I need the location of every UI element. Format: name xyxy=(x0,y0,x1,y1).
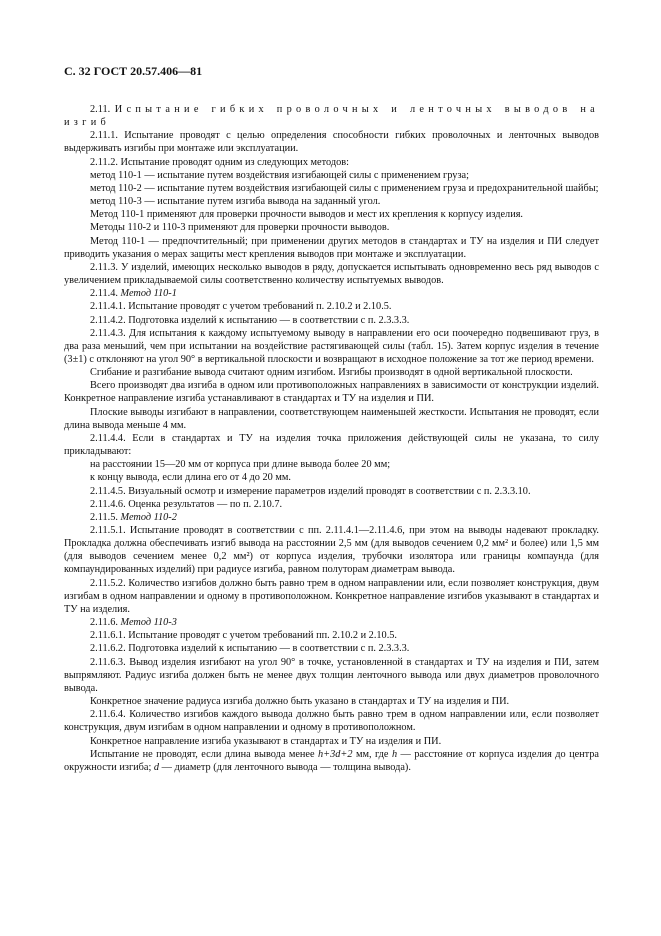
paragraph: Конкретное значение радиуса изгиба должно быть указано в стандартах и ТУ на изделия и ПИ. xyxy=(90,696,510,708)
text-run: — диаметр (для ленточного вывода — толщина вывода). xyxy=(159,761,411,773)
subsection-heading xyxy=(64,616,599,629)
paragraph: Всего производят два изгиба в одном или противоположных направлениях в зависимости от конструкции изделий. Конкретное направление изгиба устанавливают в стандартах и ТУ на изделия и ПИ. xyxy=(64,380,599,405)
variable-d: d xyxy=(153,761,160,773)
subsection-heading xyxy=(64,287,599,300)
paragraph: 2.11.5.2. Количество изгибов должно быть равно трем в одном направлении или, если позволяет конструкция, двум изгибам в одном направлении и одному в противоположном. Конкретное направление изгибов указывают в стандартах и ТУ на изделия. xyxy=(64,577,599,615)
list-item: метод 110-3 — испытание путем изгиба вывода на заданный угол. xyxy=(90,196,381,208)
paragraph: 2.11.4.5. Визуальный осмотр и измерение параметров изделий проводят в соответствии с п. 2.3.3.10. xyxy=(90,485,531,497)
variable-h: h xyxy=(391,748,398,760)
section-title: Испытание гибких проволочных и ленточных выводов на изгиб xyxy=(64,104,599,129)
subsection-title: Метод 110-3 xyxy=(120,617,177,629)
list-item: метод 110-2 — испытание путем воздействия изгибающей силы с применением груза и предохранительной шайбы; xyxy=(90,182,599,194)
paragraph: Плоские выводы изгибают в направлении, соответствующем наименьшей жесткости. Испытания не проводят, если длина вывода меньше 4 мм. xyxy=(64,406,599,431)
paragraph: 2.11.1. Испытание проводят с целью определения способности гибких проволочных и ленточных выводов выдерживать изгибы при монтаже или эксплуатации. xyxy=(64,130,599,155)
paragraph: Сгибание и разгибание вывода считают одним изгибом. Изгибы производят в одной вертикальной плоскости. xyxy=(90,367,573,379)
paragraph: 2.11.4.3. Для испытания к каждому испытуемому выводу в направлении его оси поочередно подвешивают груз, в два раза меньший, чем при испытании на воздействие растягивающей силы (табл. 15). Затем корпус изделия в течение (3±1) с отклоняют на угол 90° в вертикальной плоскости и возвращают в исходное положение за тот же период времени. xyxy=(64,327,599,365)
subsection-title: Метод 110-2 xyxy=(120,511,177,523)
paragraph xyxy=(64,748,599,774)
subsection-title: Метод 110-1 xyxy=(120,288,177,300)
paragraph: 2.11.4.2. Подготовка изделий к испытанию — в соответствии с п. 2.3.3.3. xyxy=(90,314,410,326)
text-run: Испытание не проводят, если длина вывода менее xyxy=(90,748,319,760)
formula: h+3d+2 xyxy=(318,748,353,760)
paragraph: 2.11.6.1. Испытание проводят с учетом требований пп. 2.10.2 и 2.10.5. xyxy=(90,630,397,642)
list-item: метод 110-1 — испытание путем воздействия изгибающей силы с применением груза; xyxy=(90,169,469,181)
list-item: на расстоянии 15—20 мм от корпуса при длине вывода более 20 мм; xyxy=(90,459,391,471)
list-item: к концу вывода, если длина его от 4 до 20 мм. xyxy=(90,472,292,484)
subsection-number: 2.11.6. xyxy=(90,617,118,629)
paragraph: 2.11.3. У изделий, имеющих несколько выводов в ряду, допускается испытывать одновременно весь ряд выводов с увеличением прикладываемой силы соответственно количеству испытуемых выводов. xyxy=(64,261,599,287)
paragraph: 2.11.4.1. Испытание проводят с учетом требований п. 2.10.2 и 2.10.5. xyxy=(90,301,392,313)
paragraph: 2.11.6.3. Вывод изделия изгибают на угол 90° в точке, установленной в стандартах и ТУ на изделия и ПИ, затем выпрямляют. Радиус изгиба должен быть не менее двух толщин ленточного вывода или двух диаметров проволочного вывода. xyxy=(64,656,599,694)
subsection-number: 2.11.5. xyxy=(90,511,118,523)
document-body xyxy=(64,103,599,774)
page-header: С. 32 ГОСТ 20.57.406—81 xyxy=(64,64,203,78)
paragraph: Метод 110-1 применяют для проверки прочности выводов и мест их крепления к корпусу изделия. xyxy=(90,209,524,221)
paragraph: 2.11.4.4. Если в стандартах и ТУ на изделия точка приложения действующей силы не указана, то силу прикладывают: xyxy=(64,432,599,458)
text-run: — расстояние от корпуса изделия до центра окружности изгиба; xyxy=(64,748,600,773)
paragraph: Метод 110-1 — предпочтительный; при применении других методов в стандартах и ТУ на изделия и ПИ следует приводить указания о мерах защиты мест крепления выводов при монтаже и эксплуатации. xyxy=(64,235,599,260)
section-number: 2.11. xyxy=(90,104,111,115)
paragraph: Методы 110-2 и 110-3 применяют для проверки прочности выводов. xyxy=(90,222,390,234)
paragraph: 2.11.6.2. Подготовка изделий к испытанию — в соответствии с п. 2.3.3.3. xyxy=(90,643,410,655)
subsection-number: 2.11.4. xyxy=(90,288,118,300)
paragraph: 2.11.5.1. Испытание проводят в соответствии с пп. 2.11.4.1—2.11.4.6, при этом на выводы надевают прокладку. Прокладка должна обеспечивать изгиб вывода на расстоянии 2,5 мм (для выводов сечением 0,2 мм² и более) или 1,5 мм (для выводов сечением менее 0,2 мм²) от корпуса изделия, трубочки изолятора или границы компаунда (для компаундированных изделий) при радиусе изгиба, равном полуторам диаметрам вывода. xyxy=(64,525,599,576)
paragraph: 2.11.6.4. Количество изгибов каждого вывода должно быть равно трем в одном направлении или, если позволяет конструкция, двум изгибам в одном направлении и одному в противоположном. xyxy=(64,709,599,734)
section-heading xyxy=(64,103,599,129)
paragraph: 2.11.4.6. Оценка результатов — по п. 2.10.7. xyxy=(90,498,283,510)
subsection-heading xyxy=(64,511,599,524)
paragraph: Конкретное направление изгиба указывают в стандартах и ТУ на изделия и ПИ. xyxy=(90,735,442,747)
paragraph: 2.11.2. Испытание проводят одним из следующих методов: xyxy=(90,156,349,168)
text-run: мм, где xyxy=(352,748,392,760)
